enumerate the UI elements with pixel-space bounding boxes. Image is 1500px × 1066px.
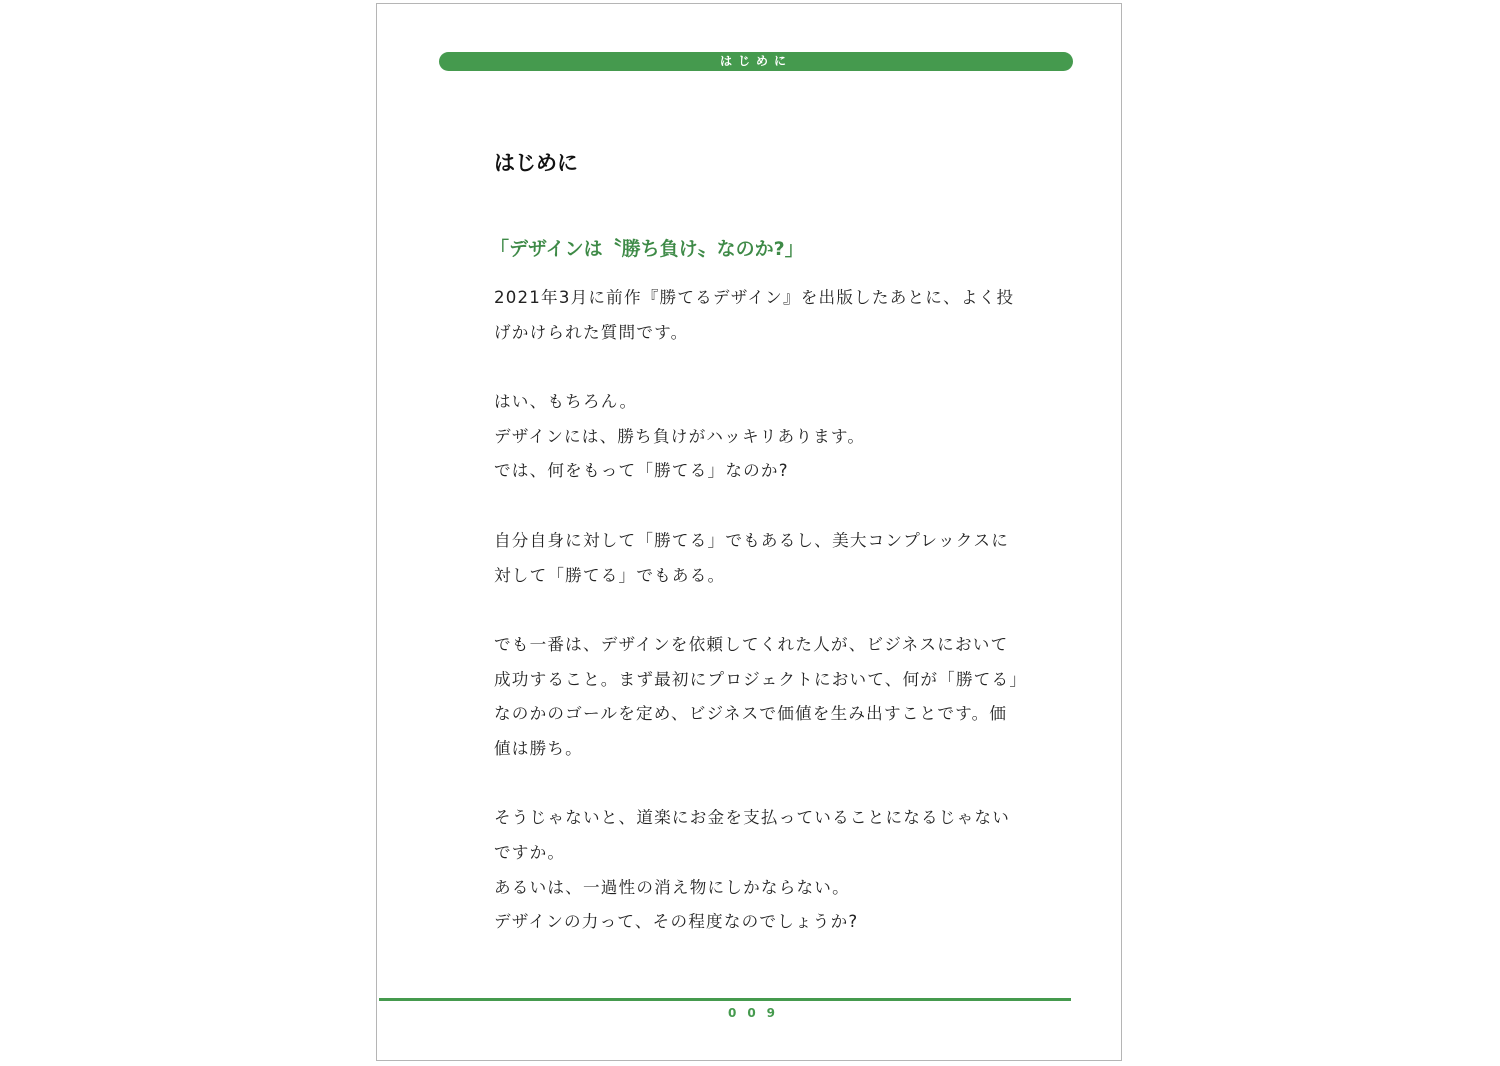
text-line: でも一番は、デザインを依頼してくれた人が、ビジネスにおいて <box>494 634 1009 654</box>
body-text <box>494 281 1034 940</box>
text-line: 2021年3月に前作『勝てるデザイン』を出版したあとに、よく投 <box>494 288 1015 307</box>
text-line: なのかのゴールを定め、ビジネスで価値を生み出すことです。価 <box>494 704 1008 724</box>
page-number: 009 <box>727 1006 787 1020</box>
paragraph-gap <box>494 350 1034 385</box>
paragraph-gap <box>494 489 1034 524</box>
footer-rule <box>379 998 1071 1001</box>
text-line: では、何をもって「勝てる」なのか? <box>494 461 789 481</box>
book-page <box>376 3 1122 1061</box>
section-header-bar: はじめに <box>439 52 1073 71</box>
text-line: デザインの力って、その程度なのでしょうか? <box>494 912 859 932</box>
text-line: 対して「勝てる」でもある。 <box>494 565 726 585</box>
text-line: はい、もちろん。 <box>494 392 638 412</box>
text-line: ですか。 <box>494 843 566 862</box>
text-line: 値は勝ち。 <box>494 738 583 758</box>
text-line: デザインには、勝ち負けがハッキリあります。 <box>494 426 866 446</box>
text-line: げかけられた質問です。 <box>494 322 689 342</box>
text-line: 自分自身に対して「勝てる」でもあるし、美大コンプレックスに <box>494 530 1010 550</box>
text-line: 成功すること。まず最初にプロジェクトにおいて、何が「勝てる」 <box>494 669 1028 689</box>
paragraph-gap <box>494 593 1034 628</box>
text-line: あるいは、一過性の消え物にしかならない。 <box>494 877 850 897</box>
chapter-subtitle: 「デザインは〝勝ち負け〟なのか?」 <box>490 238 804 260</box>
paragraph-gap <box>494 767 1034 802</box>
text-line: そうじゃないと、道楽にお金を支払っていることになるじゃない <box>494 808 1011 828</box>
page-title: はじめに <box>494 151 578 175</box>
